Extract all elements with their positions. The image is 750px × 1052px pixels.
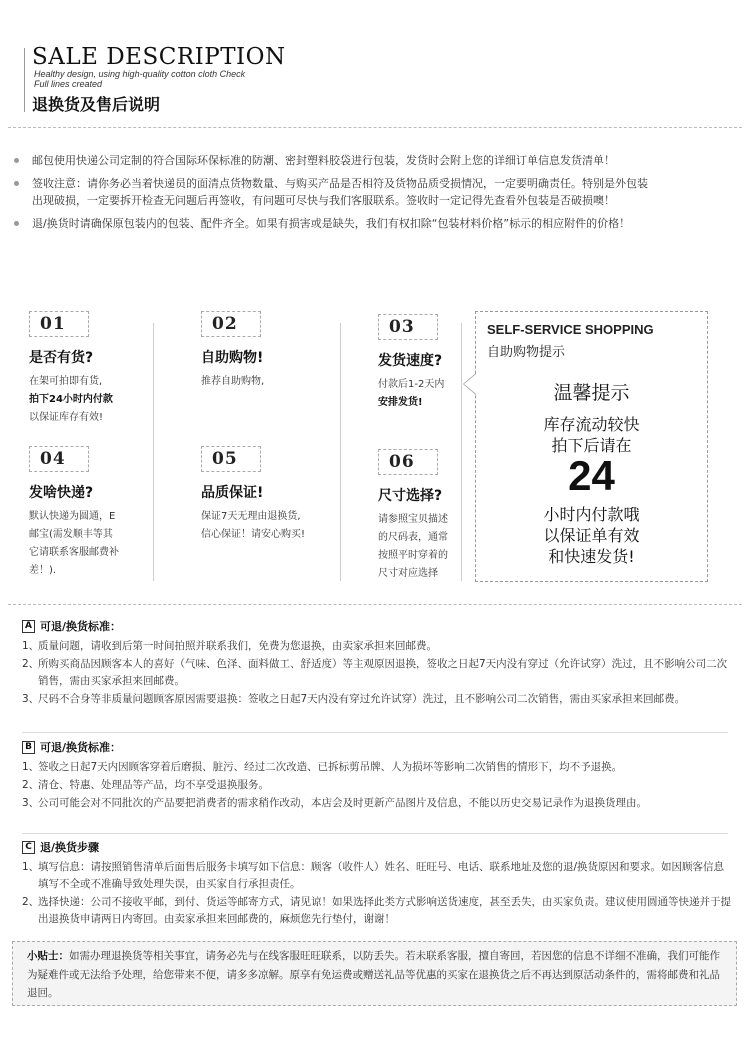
- header-divider: [24, 48, 25, 112]
- rule-list: [22, 638, 734, 708]
- separator: [22, 833, 728, 834]
- promo-line: 和快速发货!: [548, 547, 635, 566]
- list-item: 1、 签收之日起7天内因顾客穿着后磨损、脏污、经过二次改造、已拆标剪吊牌、人为损坏等影响二次销售的情形下，均不予退换。: [22, 761, 623, 773]
- tip-box: [12, 941, 737, 1006]
- list-item: 2、 所购买商品因顾客本人的喜好（气味、色泽、面料做工、舒适度）等主观原因退换，签收之日起7天内没有穿过（允许试穿）洗过，且不影响公司二次销售，需由买家承担来回邮费。: [22, 658, 728, 687]
- step-06: [378, 449, 468, 583]
- section-c: [22, 840, 734, 929]
- separator: [22, 732, 728, 733]
- callout-pointer-fill: [464, 374, 476, 394]
- section-title: C 退/换货步骤: [22, 840, 734, 856]
- step-desc: 请参照宝贝描述 的尺码表，通常 按照平时穿着的 尺寸对应选择: [378, 514, 448, 579]
- title-en: SALE DESCRIPTION: [32, 44, 286, 70]
- step-number: 03: [378, 314, 438, 340]
- step-number: 06: [378, 449, 438, 475]
- step-desc: 在架可拍即有货, 拍下24小时内付款 以保证库存有效!: [29, 376, 113, 423]
- bullet-dot-icon: [14, 221, 19, 226]
- list-item: 1、 质量问题，请收到后第一时间拍照并联系我们，免费为您退换，由卖家承担来回邮费。: [22, 640, 437, 652]
- list-item: 2、 选择快递：公司不接收平邮，到付、货运等邮寄方式，请见谅！如果选择此类方式影响送货速度，甚至丢失，由买家负责。建议使用圆通等快递并于提出退换货申请两日内寄回。由卖家承担来回邮费的，麻烦您先行垫付，谢谢！: [22, 896, 731, 925]
- promo-title-cn: 自助购物提示: [487, 345, 566, 360]
- step-desc: 付款后1-2天内 安排发货!: [378, 379, 445, 408]
- tip-text: 如需办理退换货等相关事宜，请务必先与在线客服旺旺联系，以防丢失。若未联系客服，擅自寄回，若因您的信息不详细不准确，我们可能作为疑难件或无法给予处理，给您带来不便，请多多凉解。原享有免运费或赠送礼品等优惠的买家在退换货之后不再达到原活动条件的，需将邮费和礼品退回。: [27, 950, 720, 999]
- step-title: 品质保证!: [201, 485, 264, 501]
- notice-item: 邮包使用快递公司定制的符合国际环保标准的防潮、密封塑料胶袋进行包装，发货时会附上您的详细订单信息发货清单！: [14, 152, 654, 169]
- section-title: A 可退/换货标准：: [22, 619, 734, 635]
- step-03: [378, 314, 468, 412]
- section-title: B 可退/换货标准：: [22, 740, 734, 756]
- bullet-dot-icon: [14, 158, 19, 163]
- letter-b-icon: B: [22, 741, 35, 754]
- step-desc: 默认快递为圆通，E 邮宝(需发顺丰等其 它请联系客服邮费补 差！).: [29, 511, 119, 576]
- letter-c-icon: C: [22, 841, 35, 854]
- step-title: 发啥快递?: [29, 485, 94, 501]
- step-05: [201, 446, 336, 544]
- step-02: [201, 311, 336, 391]
- rule-list: [22, 859, 734, 928]
- separator: [8, 127, 742, 128]
- list-item: 1、 填写信息：请按照销售清单后面售后服务卡填写如下信息：顾客（收件人）姓名、旺旺号、电话、联系地址及您的退/换货原因和要求。如因顾客信息填写不全或不准确导致处理失误，由买家自行承担责任。: [22, 861, 725, 890]
- promo-warm-tip: 温馨提示: [553, 382, 630, 404]
- notice-item: 退/换货时请确保原包装内的包装、配件齐全。如果有损害或是缺失，我们有权扣除“包装材料价格”标示的相应附件的价格！: [14, 215, 654, 232]
- list-item: 3、 尺码不合身等非质量问题顾客原因需要退换：签收之日起7天内没有穿过允许试穿）洗过，且不影响公司二次销售，需由买家承担来回邮费。: [22, 693, 686, 705]
- self-service-promo: [475, 311, 708, 582]
- rule-list: [22, 759, 734, 812]
- page-header: [24, 44, 424, 114]
- step-desc: 保证7天无理由退换货, 信心保证！请安心购买!: [201, 511, 306, 540]
- letter-a-icon: A: [22, 620, 35, 633]
- list-item: 3、 公司可能会对不同批次的产品要把消费者的需求稍作改动，本店会及时更新产品图片及信息，不能以历史交易记录作为退换货理由。: [22, 797, 647, 809]
- section-b: [22, 740, 734, 813]
- step-title: 自助购物!: [201, 350, 264, 366]
- step-number: 02: [201, 311, 261, 337]
- step-01: [29, 311, 164, 427]
- promo-hours: 24: [568, 452, 615, 499]
- promo-line: 小时内付款哦: [543, 505, 640, 524]
- promo-line: 拍下后请在: [551, 436, 632, 455]
- tip-label: 小贴士：: [27, 950, 69, 962]
- title-cn: 退换货及售后说明: [32, 95, 161, 114]
- step-desc: 推荐自助购物,: [201, 376, 265, 387]
- promo-title-en: SELF-SERVICE SHOPPING: [487, 322, 654, 337]
- step-number: 04: [29, 446, 89, 472]
- section-a: [22, 619, 734, 709]
- step-04: [29, 446, 139, 580]
- step-number: 01: [29, 311, 89, 337]
- bullet-dot-icon: [14, 181, 19, 186]
- step-title: 尺寸选择?: [378, 488, 443, 504]
- step-title: 是否有货?: [29, 350, 94, 366]
- promo-line: 以保证单有效: [543, 526, 640, 545]
- notice-item: 签收注意：请你务必当着快递员的面清点货物数量、与购买产品是否相符及货物品质受损情况，一定要明确责任。特别是外包装出现破损，一定要拆开检查无问题后再签收，有问题可尽快与我们客服联系。签收时一定记得先查看外包装是否破损噢！: [14, 175, 654, 209]
- separator: [8, 604, 742, 605]
- promo-line: 库存流动较快: [543, 415, 640, 434]
- grid-divider: [340, 323, 341, 581]
- step-title: 发货速度?: [378, 353, 443, 369]
- notice-list: [14, 152, 654, 238]
- list-item: 2、 清仓、特惠、处理品等产品，均不享受退换服务。: [22, 779, 269, 791]
- step-number: 05: [201, 446, 261, 472]
- subtitle: Healthy design, using high-quality cotton cloth Check Full lines created: [34, 69, 246, 89]
